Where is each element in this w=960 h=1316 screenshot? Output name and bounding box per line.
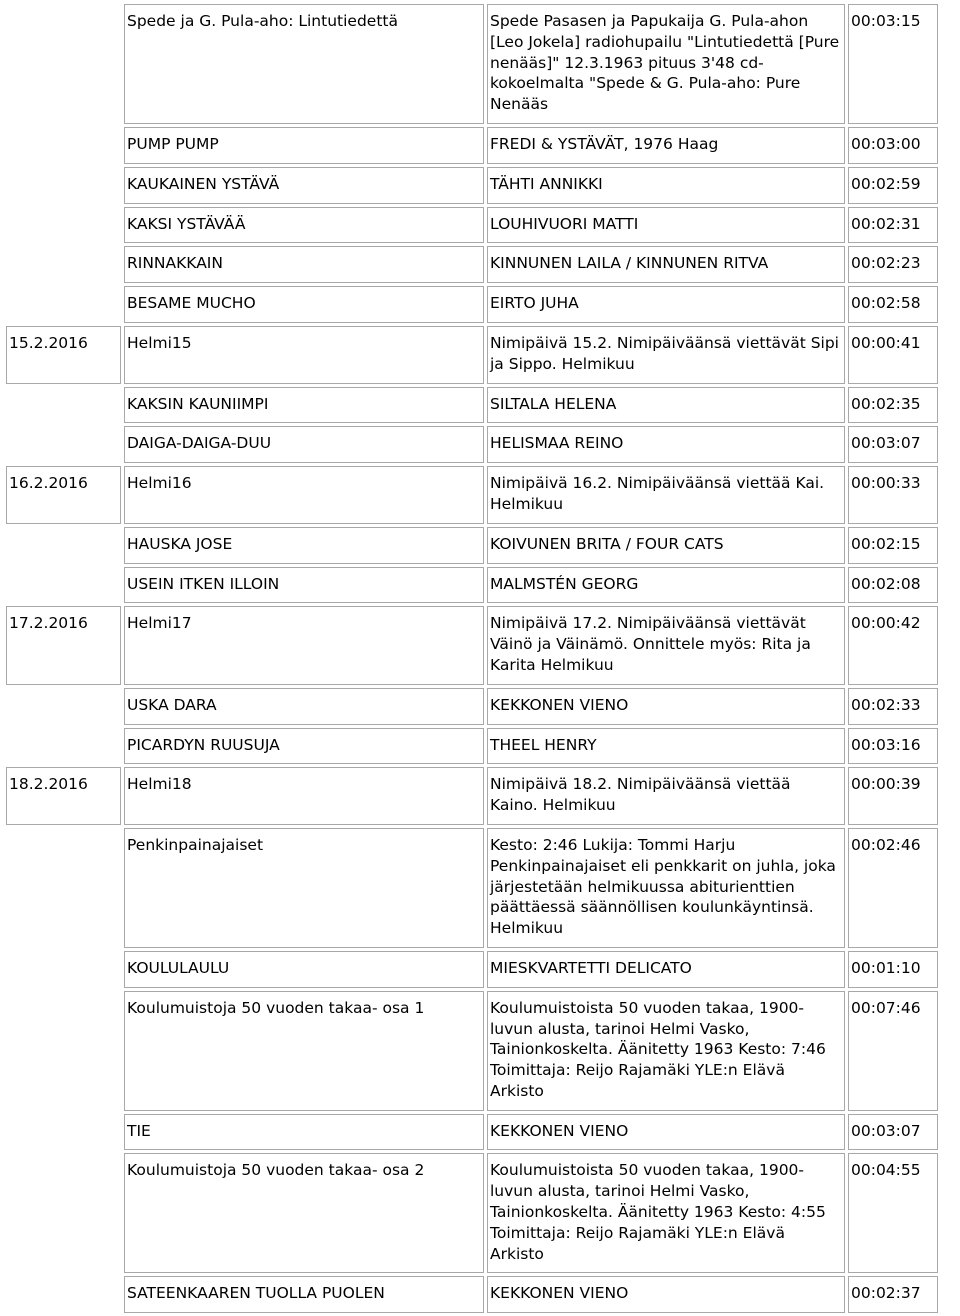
title-cell [124,4,484,124]
date-cell [6,951,121,988]
duration-cell-text: 00:02:08 [851,574,921,593]
description-cell [487,387,845,424]
description-cell [487,286,845,323]
duration-cell-text: 00:01:10 [851,958,921,977]
date-cell [6,326,121,384]
title-cell [124,286,484,323]
title-cell-text: Spede ja G. Pula-aho: Lintutiedettä [127,12,398,30]
title-cell [124,127,484,164]
description-cell-text: Koulumuistoista 50 vuoden takaa, 1900-luvun alusta, tarinoi Helmi Vasko, Tainionkoskelta. Äänitetty 1963 Kesto: 7:46 Toimittaja: Reijo Rajamäki YLE:n Elävä Arkisto [490,998,826,1100]
description-cell [487,207,845,244]
description-cell-text: MIESKVARTETTI DELICATO [490,958,692,977]
description-cell [487,728,845,765]
description-cell [487,326,845,384]
title-cell-text: BESAME MUCHO [127,294,256,313]
title-cell [124,527,484,564]
date-cell-text: 15.2.2016 [9,333,88,352]
description-cell-text: Spede Pasasen ja Papukaija G. Pula-ahon [Leo Jokela] radiohupailu "Lintutiedettä [Pure nenääs]" 12.3.1963 pituus 3'48 cd-kokoelmalta "Spede & G. Pula-aho: Pure Nenääs [490,12,840,114]
title-cell [124,951,484,988]
description-cell-text: SILTALA HELENA [490,394,617,413]
table-row [6,688,938,725]
date-cell [6,991,121,1111]
table-row [6,991,938,1111]
date-cell [6,466,121,524]
duration-cell [848,991,938,1111]
title-cell-text: USKA DARA [127,695,217,714]
date-cell [6,167,121,204]
description-cell [487,767,845,825]
title-cell [124,1114,484,1151]
description-cell-text: Nimipäivä 15.2. Nimipäiväänsä viettävät Sipi ja Sippo. Helmikuu [490,333,839,373]
table-row [6,466,938,524]
date-cell [6,207,121,244]
title-cell-text: TIE [127,1121,151,1140]
title-cell [124,1276,484,1313]
duration-cell-text: 00:00:41 [851,333,921,352]
duration-cell [848,567,938,604]
title-cell-text: RINNAKKAIN [127,254,223,273]
title-cell [124,567,484,604]
duration-cell [848,4,938,124]
date-cell [6,1153,121,1273]
table-row [6,127,938,164]
duration-cell-text: 00:02:23 [851,254,921,273]
table-row [6,728,938,765]
title-cell [124,207,484,244]
duration-cell [848,426,938,463]
table-row [6,286,938,323]
date-cell-text: 18.2.2016 [9,775,88,794]
date-cell [6,828,121,948]
description-cell-text: TÄHTI ANNIKKI [490,174,603,193]
date-cell [6,127,121,164]
title-cell [124,688,484,725]
description-cell [487,426,845,463]
description-cell [487,828,845,948]
title-cell [124,991,484,1111]
description-cell-text: THEEL HENRY [490,735,597,754]
table-row [6,207,938,244]
title-cell [124,466,484,524]
title-cell-text: KAKSI YSTÄVÄÄ [127,214,246,233]
date-cell [6,246,121,283]
duration-cell [848,387,938,424]
date-cell [6,1114,121,1151]
duration-cell-text: 00:02:31 [851,214,921,233]
table-row [6,246,938,283]
title-cell-text: Koulumuistoja 50 vuoden takaa- osa 1 [127,998,425,1017]
duration-cell [848,728,938,765]
description-cell [487,1114,845,1151]
title-cell-text: Helmi15 [127,333,192,352]
table-row [6,167,938,204]
description-cell [487,1276,845,1313]
duration-cell-text: 00:00:33 [851,474,921,493]
title-cell-text: Helmi17 [127,614,192,633]
date-cell [6,387,121,424]
table-row [6,387,938,424]
description-cell [487,246,845,283]
title-cell [124,246,484,283]
description-cell-text: EIRTO JUHA [490,294,579,313]
description-cell [487,567,845,604]
title-cell-text: SATEENKAAREN TUOLLA PUOLEN [127,1284,385,1303]
table-row [6,828,938,948]
description-cell [487,688,845,725]
table-row [6,767,938,825]
title-cell [124,387,484,424]
table-row [6,4,938,124]
date-cell [6,728,121,765]
description-cell [487,1153,845,1273]
description-cell-text: KOIVUNEN BRITA / FOUR CATS [490,534,724,553]
title-cell-text: PICARDYN RUUSUJA [127,735,280,754]
title-cell-text: PUMP PUMP [127,134,219,153]
duration-cell-text: 00:04:55 [851,1161,921,1180]
description-cell [487,527,845,564]
duration-cell [848,286,938,323]
title-cell-text: USEIN ITKEN ILLOIN [127,574,280,593]
table-row [6,527,938,564]
description-cell [487,127,845,164]
title-cell [124,167,484,204]
title-cell-text: Penkinpainajaiset [127,835,264,854]
duration-cell [848,246,938,283]
description-cell-text: KINNUNEN LAILA / KINNUNEN RITVA [490,254,769,273]
title-cell-text: Helmi18 [127,775,192,794]
description-cell-text: KEKKONEN VIENO [490,1284,629,1303]
title-cell-text: KAUKAINEN YSTÄVÄ [127,174,280,193]
duration-cell [848,167,938,204]
description-cell-text: MALMSTÉN GEORG [490,574,639,593]
title-cell [124,1153,484,1273]
duration-cell [848,767,938,825]
duration-cell-text: 00:02:33 [851,695,921,714]
duration-cell [848,688,938,725]
duration-cell-text: 00:02:46 [851,835,921,854]
description-cell-text: LOUHIVUORI MATTI [490,214,639,233]
description-cell [487,606,845,684]
title-cell [124,828,484,948]
duration-cell-text: 00:02:58 [851,294,921,313]
title-cell [124,728,484,765]
duration-cell [848,326,938,384]
table-row [6,606,938,684]
duration-cell [848,828,938,948]
date-cell [6,1276,121,1313]
description-cell [487,991,845,1111]
description-cell-text: Kesto: 2:46 Lukija: Tommi Harju Penkinpainajaiset eli penkkarit on juhla, joka järjestetään helmikuussa abiturienttien päättäessä säännöllisen koulunkäyntinsä. Helmikuu [490,835,836,938]
date-cell [6,286,121,323]
duration-cell-text: 00:02:59 [851,174,921,193]
title-cell [124,326,484,384]
description-cell [487,4,845,124]
playlist-table [3,1,941,1316]
title-cell [124,426,484,463]
description-cell [487,167,845,204]
date-cell [6,606,121,684]
duration-cell [848,466,938,524]
description-cell-text: HELISMAA REINO [490,434,624,453]
table-row [6,1114,938,1151]
date-cell [6,688,121,725]
duration-cell [848,1153,938,1273]
description-cell-text: Nimipäivä 18.2. Nimipäiväänsä viettää Kaino. Helmikuu [490,775,791,815]
duration-cell-text: 00:03:15 [851,12,921,30]
description-cell-text: Koulumuistoista 50 vuoden takaa, 1900-luvun alusta, tarinoi Helmi Vasko, Tainionkoskelta. Äänitetty 1963 Kesto: 4:55 Toimittaja: Reijo Rajamäki YLE:n Elävä Arkisto [490,1161,826,1263]
description-cell-text: FREDI & YSTÄVÄT, 1976 Haag [490,134,719,153]
table-row [6,326,938,384]
duration-cell-text: 00:03:07 [851,434,921,453]
date-cell [6,767,121,825]
title-cell [124,767,484,825]
date-cell [6,4,121,124]
duration-cell-text: 00:00:42 [851,614,921,633]
description-cell [487,466,845,524]
table-row [6,1153,938,1273]
duration-cell-text: 00:02:15 [851,534,921,553]
title-cell-text: KOULULAULU [127,958,230,977]
duration-cell [848,207,938,244]
title-cell-text: Koulumuistoja 50 vuoden takaa- osa 2 [127,1161,425,1180]
date-cell-text: 16.2.2016 [9,474,88,493]
duration-cell-text: 00:02:35 [851,394,921,413]
description-cell-text: KEKKONEN VIENO [490,1121,629,1140]
duration-cell-text: 00:07:46 [851,998,921,1017]
table-row [6,426,938,463]
title-cell-text: DAIGA-DAIGA-DUU [127,434,272,453]
date-cell-text: 17.2.2016 [9,614,88,633]
duration-cell-text: 00:03:07 [851,1121,921,1140]
date-cell [6,426,121,463]
table-row [6,567,938,604]
duration-cell [848,1114,938,1151]
title-cell-text: Helmi16 [127,474,192,493]
duration-cell-text: 00:02:37 [851,1284,921,1303]
date-cell [6,567,121,604]
description-cell-text: Nimipäivä 16.2. Nimipäiväänsä viettää Kai. Helmikuu [490,474,825,513]
title-cell [124,606,484,684]
duration-cell [848,606,938,684]
duration-cell [848,127,938,164]
duration-cell [848,527,938,564]
duration-cell [848,951,938,988]
duration-cell-text: 00:03:00 [851,134,921,153]
description-cell-text: KEKKONEN VIENO [490,695,629,714]
table-row [6,1276,938,1313]
duration-cell-text: 00:03:16 [851,735,921,754]
description-cell-text: Nimipäivä 17.2. Nimipäiväänsä viettävät Väinö ja Väinämö. Onnittele myös: Rita ja Karita Helmikuu [490,614,811,674]
duration-cell [848,1276,938,1313]
title-cell-text: KAKSIN KAUNIIMPI [127,394,269,413]
description-cell [487,951,845,988]
title-cell-text: HAUSKA JOSE [127,534,233,553]
date-cell [6,527,121,564]
table-row [6,951,938,988]
playlist-body [6,4,938,1313]
duration-cell-text: 00:00:39 [851,775,921,794]
